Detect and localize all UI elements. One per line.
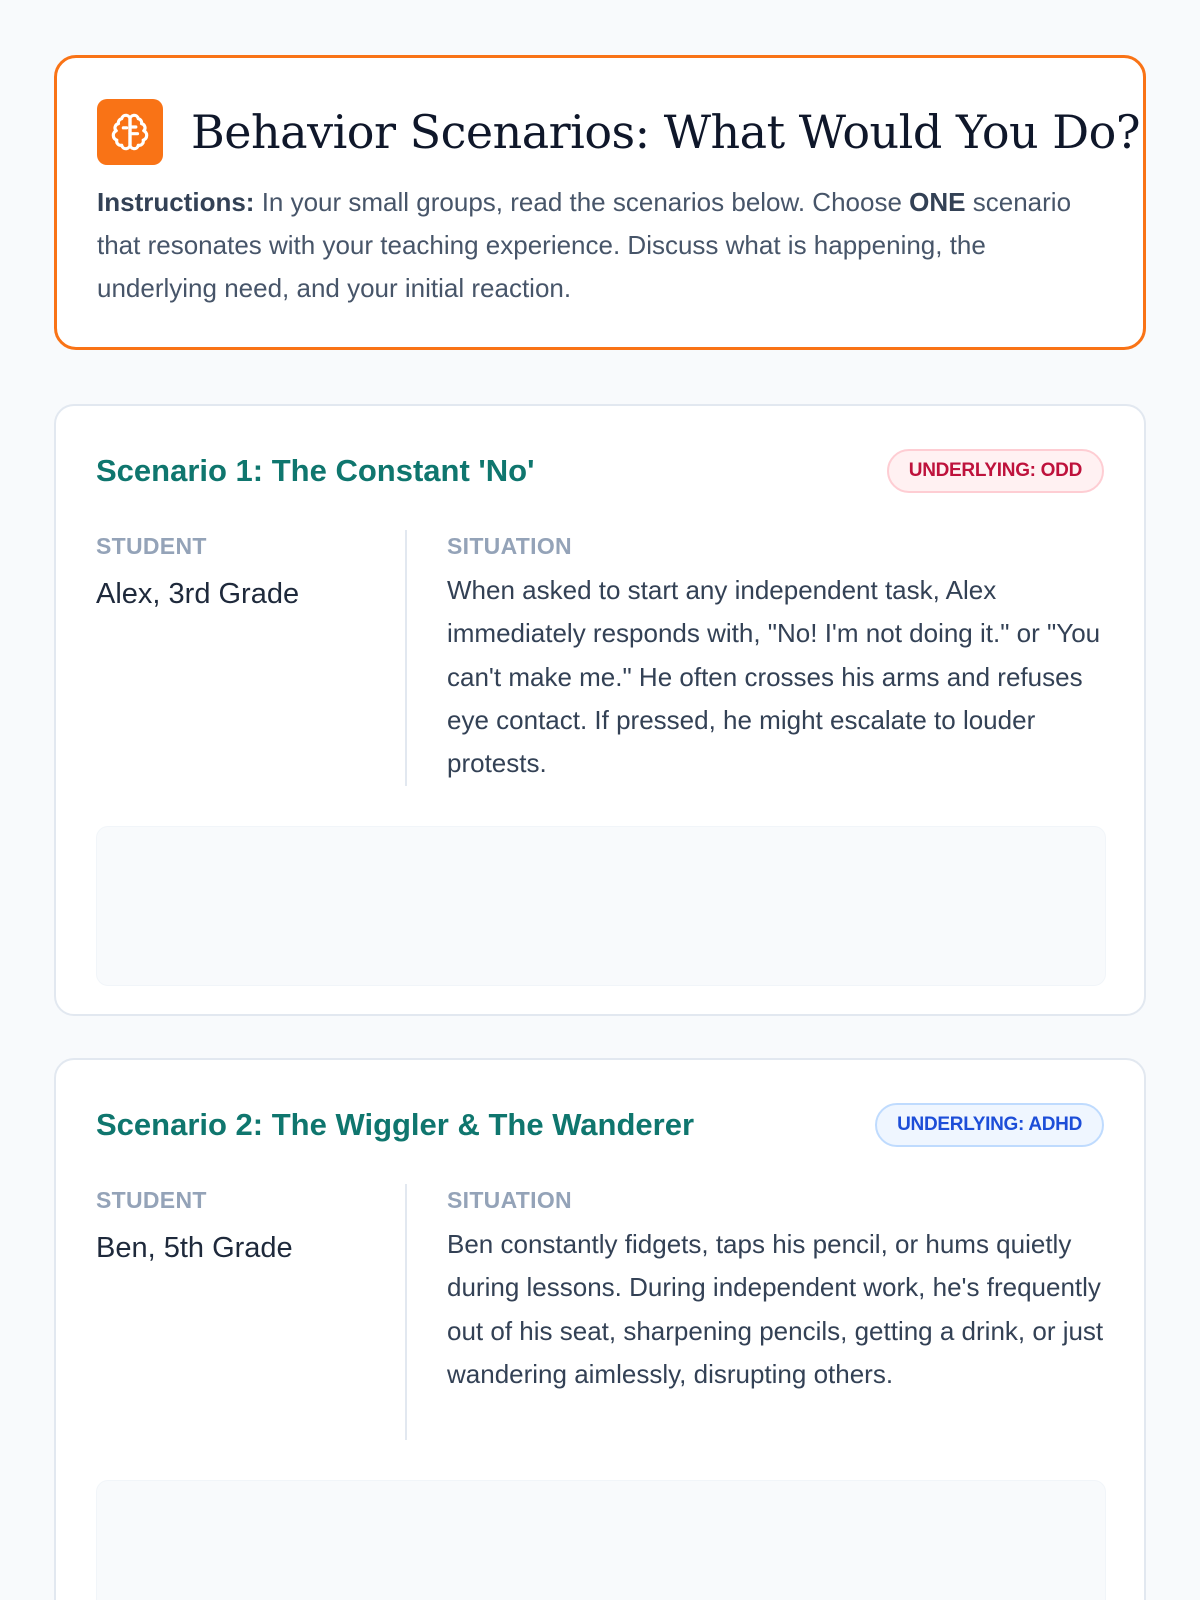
situation-label: SITUATION (447, 533, 572, 559)
scenario-header (96, 1060, 1104, 1184)
student-column (96, 1184, 407, 1440)
situation-column (407, 530, 1104, 786)
situation-text: Ben constantly fidgets, taps his pencil, or hums quietly during lessons. During independent work, he's frequently out of his seat, sharpening pencils, getting a drink, or just wandering aimlessly, disrupting others. (447, 1229, 1104, 1389)
instructions-emphasis: ONE (909, 187, 966, 217)
scenario-title: Scenario 1: The Constant 'No' (96, 453, 535, 488)
instructions (97, 181, 1097, 310)
header-card (54, 55, 1146, 350)
instructions-text-2: scenario that resonates with your teaching experience. Discuss what is happening, the underlying need, and your initial reaction. (97, 187, 1072, 303)
instructions-label: Instructions: (97, 187, 255, 217)
instructions-text-1: In your small groups, read the scenarios below. Choose (261, 187, 902, 217)
student-name: Ben, 5th Grade (96, 1232, 293, 1264)
underlying-badge: UNDERLYING: ODD (887, 449, 1104, 493)
situation-text: When asked to start any independent task, Alex immediately responds with, "No! I'm not doing it." or "You can't make me." He often crosses his arms and refuses eye contact. If pressed, he might escalate to louder protests. (447, 575, 1101, 779)
student-label: STUDENT (96, 533, 207, 559)
title-row (97, 97, 1140, 167)
student-column (96, 530, 407, 786)
brain-icon (97, 99, 163, 165)
scenario-card (54, 404, 1146, 1016)
scenario-header (96, 406, 1104, 530)
scenario-card (54, 1058, 1146, 1600)
student-label: STUDENT (96, 1187, 207, 1213)
underlying-badge: UNDERLYING: ADHD (875, 1103, 1104, 1147)
scenario-body (96, 1184, 1104, 1440)
discussion-notes-box[interactable] (96, 826, 1106, 986)
scenario-title: Scenario 2: The Wiggler & The Wanderer (96, 1107, 695, 1142)
situation-column (407, 1184, 1104, 1440)
student-name: Alex, 3rd Grade (96, 578, 300, 610)
scenario-body (96, 530, 1104, 786)
discussion-notes-box[interactable] (96, 1480, 1106, 1600)
page-title: Behavior Scenarios: What Would You Do? (191, 105, 1140, 159)
situation-label: SITUATION (447, 1187, 572, 1213)
